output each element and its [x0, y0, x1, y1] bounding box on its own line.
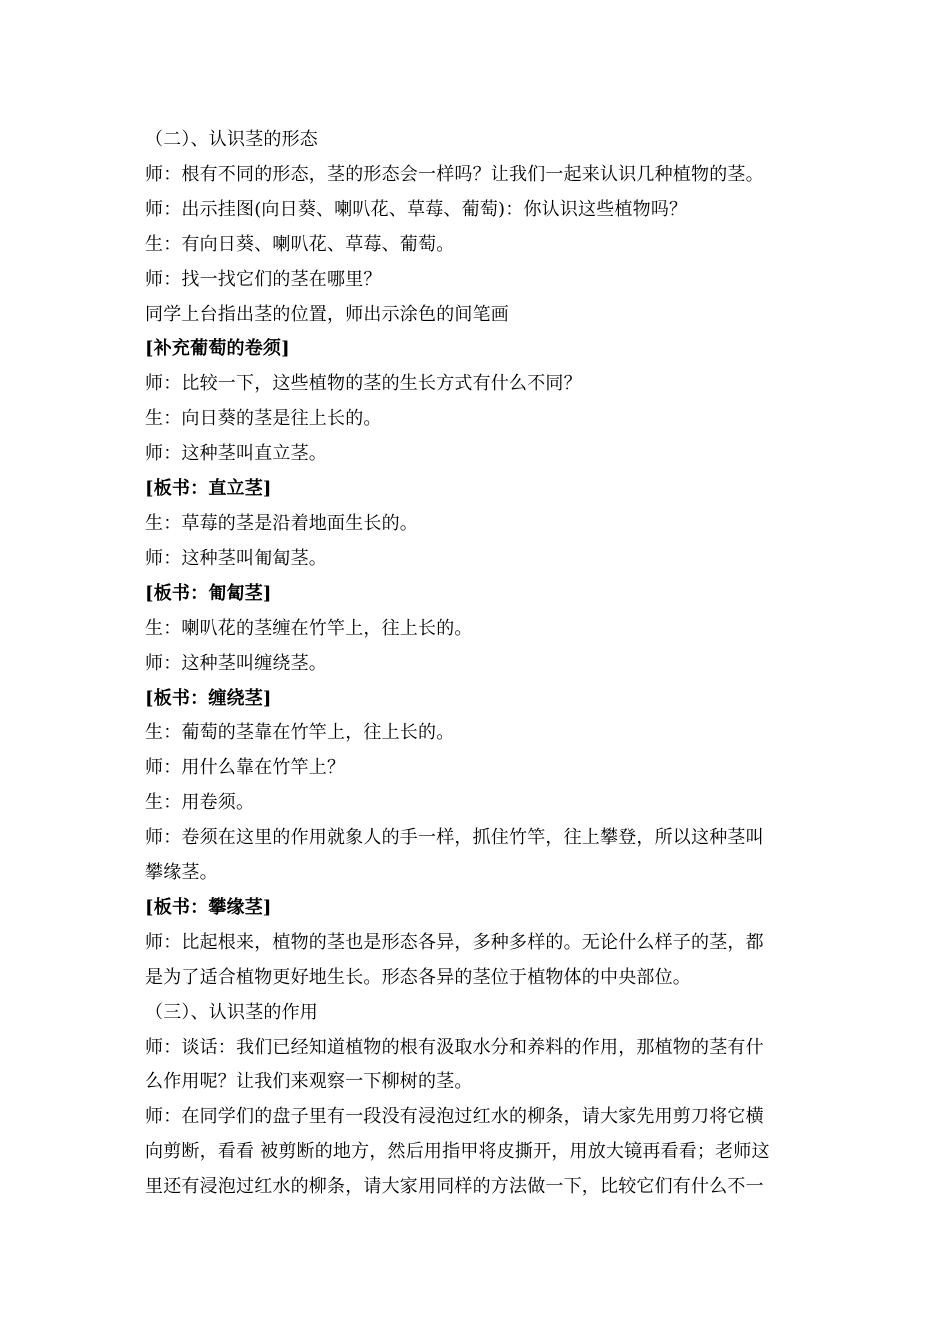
text-line: 师：这种茎叫缠绕茎。 — [145, 652, 327, 674]
text-line: 攀缘茎。 — [145, 862, 218, 884]
blackboard-note: [板书：缠绕茎] — [145, 687, 272, 709]
text-line: 师：用什么靠在竹竿上？ — [145, 757, 346, 779]
text-line: 生：向日葵的茎是往上长的。 — [145, 408, 382, 430]
text-line: 么作用呢？让我们来观察一下柳树的茎。 — [145, 1071, 473, 1093]
text-line: 同学上台指出茎的位置，师出示涂色的间笔画 — [145, 303, 509, 325]
text-line: 生：用卷须。 — [145, 792, 255, 814]
text-line: 向剪断，看看 被剪断的地方，然后用指甲将皮撕开，用放大镜再看看；老师这 — [145, 1141, 770, 1163]
text-line: 师：比较一下，这些植物的茎的生长方式有什么不同？ — [145, 373, 582, 395]
text-line: 师：卷须在这里的作用就象人的手一样，抓住竹竿，往上攀登，所以这种茎叫 — [145, 827, 764, 849]
text-line: 生：葡萄的茎靠在竹竿上，往上长的。 — [145, 722, 455, 744]
document-body — [145, 123, 810, 1205]
text-line: 师：根有不同的形态，茎的形态会一样吗？让我们一起来认识几种植物的茎。 — [145, 163, 764, 185]
section-heading-stem-function: （三）、认识茎的作用 — [145, 1001, 318, 1023]
section-heading-stem-forms: （二）、认识茎的形态 — [145, 129, 318, 150]
text-line: 里还有浸泡过红水的柳条，请大家用同样的方法做一下，比较它们有什么不一 — [145, 1176, 764, 1198]
blackboard-note: [板书：匍匐茎] — [145, 582, 272, 604]
text-line: 师：谈话：我们已经知道植物的根有汲取水分和养料的作用，那植物的茎有什 — [145, 1036, 764, 1058]
blackboard-note: [板书：直立茎] — [145, 478, 272, 500]
text-line: 生：喇叭花的茎缠在竹竿上，往上长的。 — [145, 617, 473, 639]
text-line: 是为了适合植物更好地生长。形态各异的茎位于植物体的中央部位。 — [145, 966, 691, 988]
text-line: 师：在同学们的盘子里有一段没有浸泡过红水的柳条，请大家先用剪刀将它横 — [145, 1106, 764, 1128]
text-line: 生：有向日葵、喇叭花、草莓、葡萄。 — [145, 233, 455, 255]
text-line: 师：比起根来，植物的茎也是形态各异，多种多样的。无论什么样子的茎，都 — [145, 931, 764, 953]
text-line: 师：这种茎叫匍匐茎。 — [145, 547, 327, 569]
text-line: 师：找一找它们的茎在哪里？ — [145, 268, 382, 290]
text-line: 师：这种茎叫直立茎。 — [145, 443, 327, 465]
blackboard-note: [补充葡萄的卷须] — [145, 338, 290, 360]
blackboard-note: [板书：攀缘茎] — [145, 896, 272, 918]
text-line: 生：草莓的茎是沿着地面生长的。 — [145, 512, 418, 534]
text-line: 师：出示挂图(向日葵、喇叭花、草莓、葡萄)：你认识这些植物吗？ — [145, 198, 688, 220]
